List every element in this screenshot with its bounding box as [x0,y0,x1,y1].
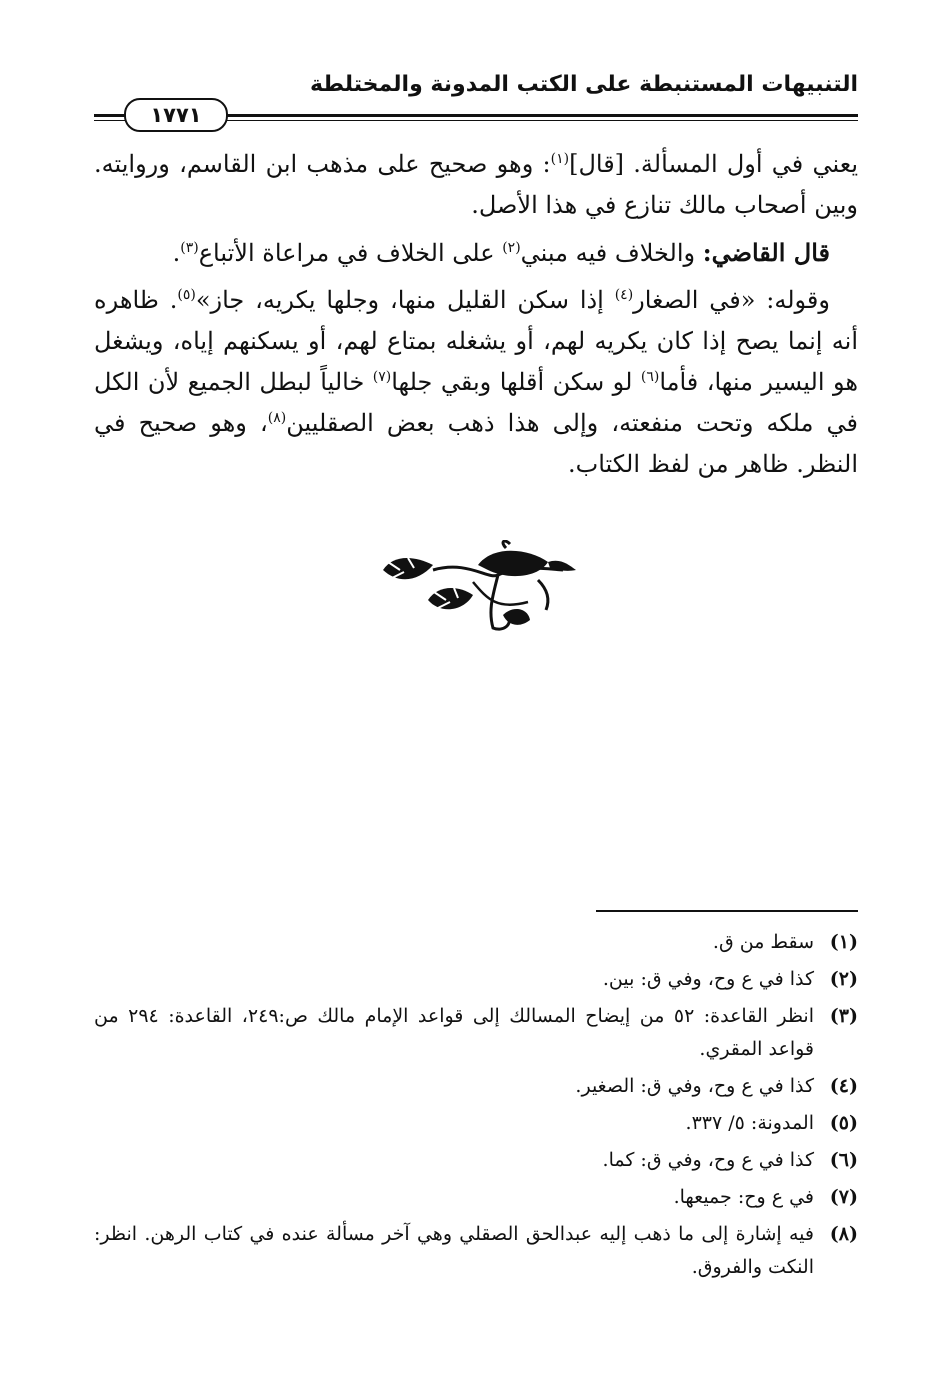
paragraph-2 [94,232,858,274]
footnote-2 [94,963,858,996]
footnote-ref-7: (٧) [372,369,392,385]
footnote-4 [94,1070,858,1103]
paragraph-1-rest: : وهو صحيح على مذهب ابن القاسم، وروايته. وبين أصحاب مالك تنازع في هذا الأصل. [94,150,858,219]
paragraph-3-text-a: وقوله: «في الصغار [633,286,830,314]
main-text [94,144,858,491]
footnote-number: (٣) [829,1005,858,1027]
footnote-ref-6: (٦) [640,369,660,385]
footnote-7 [94,1181,858,1214]
paragraph-2-text-b: على الخلاف في مراعاة الأتباع [198,239,503,267]
footnote-number: (٥) [829,1112,858,1134]
page-number-badge: ١٧٧١ [124,98,228,132]
footnote-text: فيه إشارة إلى ما ذهب إليه عبدالحق الصقلي وهي آخر مسألة عنده في كتاب الرهن. انظر: النكت والفروق. [94,1223,814,1278]
paragraph-3 [94,280,858,485]
paragraph-3-text-b: إذا سكن القليل منها، وجلها يكريه، جاز» [195,286,615,314]
footnote-text: في ع وح: جميعها. [673,1186,814,1208]
floral-ornament-icon [378,540,578,635]
footnote-8 [94,1218,858,1284]
footnotes [94,926,858,1288]
footnote-number: (٧) [829,1186,858,1208]
footnote-text: كذا في ع وح، وفي ق: كما. [602,1149,814,1171]
footnote-3 [94,1000,858,1066]
footnote-number: (٤) [829,1075,858,1097]
paragraph-1 [94,144,858,226]
paragraph-2-lead: قال القاضي: [702,238,830,267]
footnote-number: (٨) [829,1223,858,1245]
paragraph-3-text-e: خالياً لبطل الجميع لأن الكل في ملكه وتحت منفعته، وإلى هذا ذهب بعض الصقليين [94,368,858,437]
paragraph-3-text-f: ، وهو صحيح في النظر. ظاهر من لفظ الكتاب. [94,409,858,478]
footnote-number: (٢) [829,968,858,990]
paragraph-2-text-a: والخلاف فيه مبني [520,239,703,267]
paragraph-2-end: . [172,239,181,267]
footnote-6 [94,1144,858,1177]
footnote-1 [94,926,858,959]
footnote-number: (٦) [829,1149,858,1171]
footnote-ref-4: (٤) [614,287,634,303]
footnote-ref-5: (٥) [177,287,196,303]
running-title: التنبيهات المستنبطة على الكتب المدونة والمختلطة [309,72,858,97]
footnote-ref-1: (١) [550,151,570,167]
paragraph-3-text-d: لو سكن أقلها وبقي جلها [391,368,641,396]
paragraph-1-text: يعني في أول المسألة. [قال] [569,150,858,178]
footnote-text: سقط من ق. [712,931,814,953]
footnote-text: المدونة: ٥/ ٣٣٧. [685,1112,814,1134]
footnote-separator [596,910,858,912]
footnote-number: (١) [829,931,858,953]
footnote-ref-3: (٣) [180,240,199,256]
footnote-text: انظر القاعدة: ٥٢ من إيضاح المسالك إلى قواعد الإمام مالك ص:٢٤٩، القاعدة: ٢٩٤ من قواعد المقري. [94,1005,814,1060]
footnote-5 [94,1107,858,1140]
footnote-ref-2: (٢) [502,240,521,256]
paragraph-3-text-c: . ظاهره أنه إنما يصح إذا كان يكريه لهم، أو يشغله بمتاع لهم، أو يسكنهم إياه، ويشغل هو اليسير منها، فأما [94,286,858,396]
footnote-text: كذا في ع وح، وفي ق: بين. [602,968,814,990]
footnote-ref-8: (٨) [267,410,287,426]
footnote-text: كذا في ع وح، وفي ق: الصغير. [575,1075,814,1097]
